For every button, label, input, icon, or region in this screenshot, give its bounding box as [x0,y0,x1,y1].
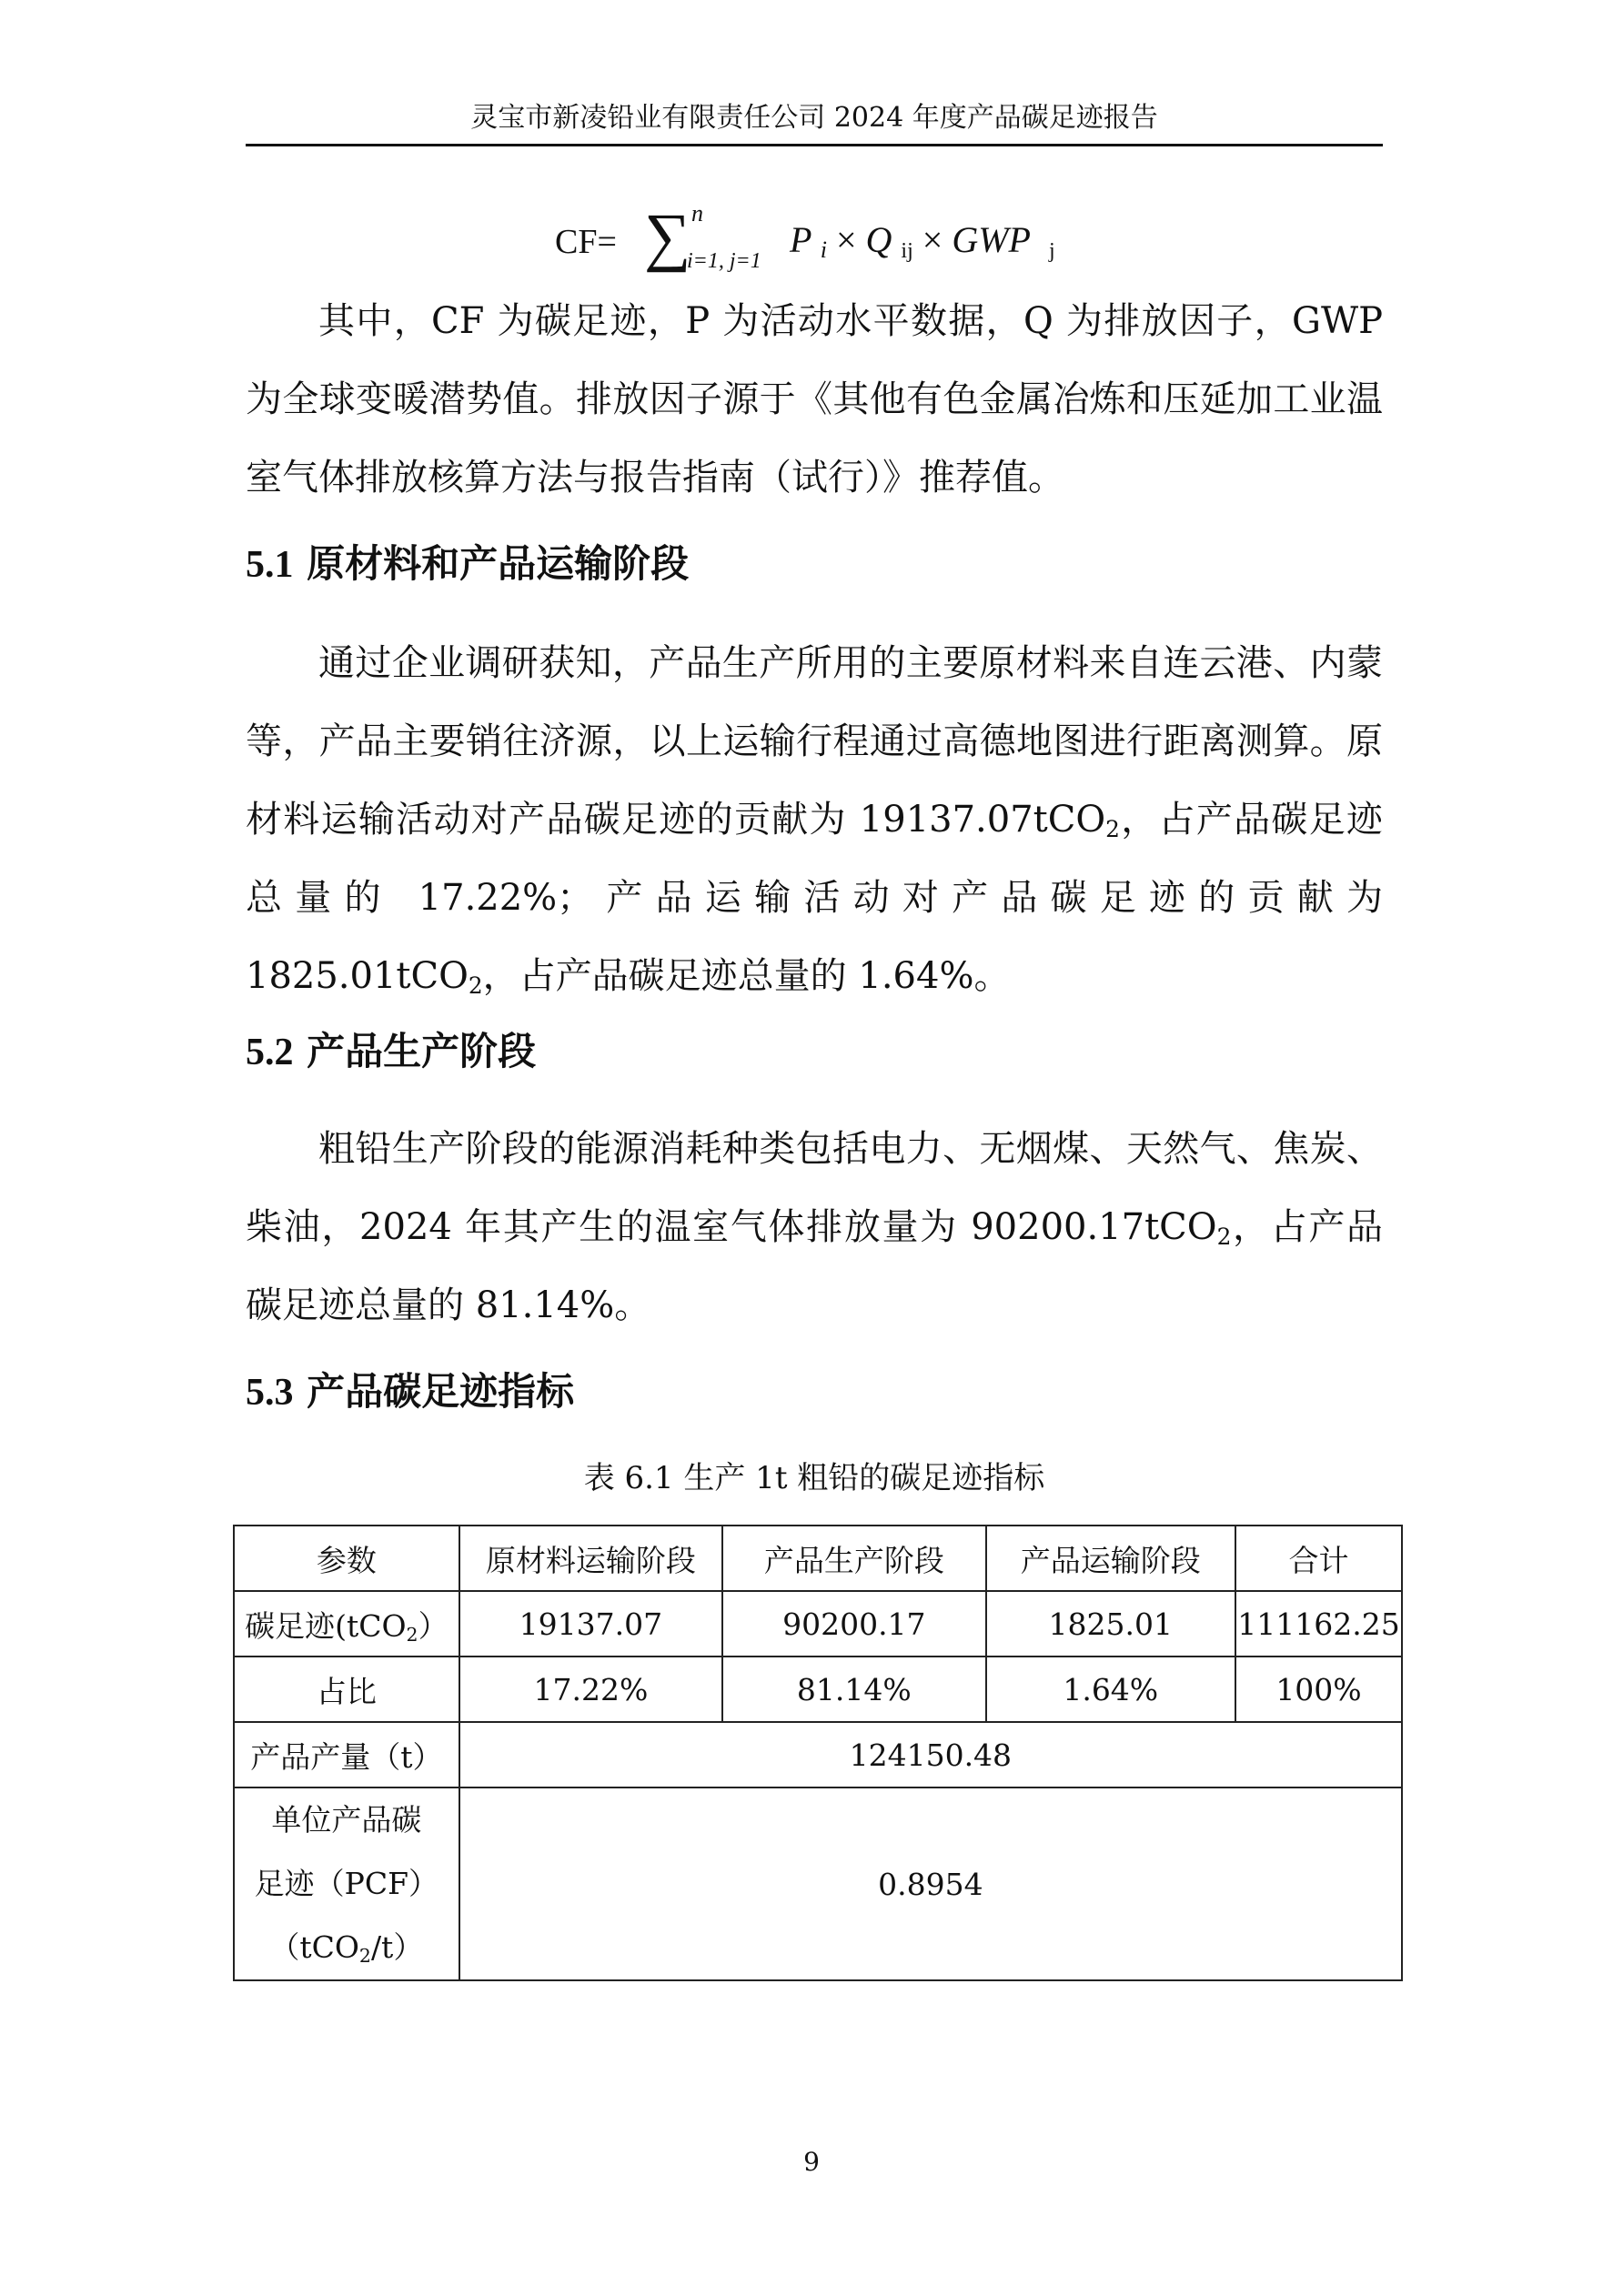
table-cell: 19137.07 [459,1591,722,1657]
running-header: 灵宝市新凌铅业有限责任公司 2024 年度产品碳足迹报告 [470,102,1158,134]
table-cell: 1.64% [986,1657,1235,1722]
explanation-text: 其中，CF 为碳足迹，P 为活动水平数据，Q 为排放因子，GWP 为全球变暖潜势值。排放因子源于《其他有色金属冶炼和压延加工业温室气体排放核算方法与报告指南（试行）》推荐值。 [246,300,1383,498]
sum-lower-limit: i=1, j=1 [687,249,761,273]
times-sign-2: × [912,219,953,260]
carbon-footprint-table [233,1525,1403,1981]
table-row-output [234,1722,1402,1787]
row-label [234,1591,459,1657]
header-cell: 合计 [1235,1526,1402,1591]
page-number: 9 [803,2147,820,2177]
label-line: 单位产品碳 [271,1802,422,1838]
section-number: 5.3 [246,1372,294,1414]
label-line [235,1916,459,1979]
formula-lhs: CF= [555,223,617,261]
table-cell: 17.22% [459,1657,722,1722]
table-row-pcf [234,1787,1402,1980]
term-q-index: ij [901,239,913,263]
table-cell: 0.8954 [459,1787,1402,1980]
subscript: 2 [1216,1224,1232,1251]
section-title: 产品生产阶段 [307,1029,537,1073]
formula-explanation [246,282,1383,517]
table-cell: 111162.25 [1235,1591,1402,1657]
section-number: 5.2 [246,1032,294,1073]
header-cell: 参数 [234,1526,459,1591]
formula-terms [790,218,1055,264]
row-label: 占比 [234,1657,459,1722]
table-caption: 表 6.1 生产 1t 粗铅的碳足迹指标 [583,1460,1045,1496]
header-cell: 产品生产阶段 [722,1526,985,1591]
term-gwp-index: j [1048,239,1055,263]
subscript: 2 [1105,816,1120,843]
table-row-share [234,1657,1402,1722]
term-p-index: i [820,237,827,263]
section-5-1-paragraph [246,624,1383,1015]
label-line: 足迹（PCF） [254,1866,439,1901]
table-row-carbon-footprint [234,1591,1402,1657]
section-heading-5-3 [246,1365,574,1420]
section-title: 原材料和产品运输阶段 [307,541,690,586]
row-label: 产品产量（t） [234,1722,459,1787]
row-label [234,1787,459,1980]
header-rule [246,144,1383,146]
table-cell: 90200.17 [722,1591,985,1657]
text-run: ，占产品碳足迹总量的 17.22%；产品运输活动对产品碳足迹的贡献为 1825.01tCO [246,799,1384,997]
times-sign-1: × [826,219,866,260]
section-heading-5-2 [246,1024,536,1080]
term-q: Q [865,219,892,260]
label-text: /t） [370,1929,424,1965]
table-cell: 100% [1235,1657,1402,1722]
table-cell: 1825.01 [986,1591,1235,1657]
text-run: ，占产品碳足迹总量的 1.64%。 [482,955,1011,997]
section-title: 产品碳足迹指标 [307,1369,575,1414]
paragraph-text [246,1110,1383,1344]
subscript: 2 [468,972,483,1000]
text-run: 通过企业调研获知，产品生产所用的主要原材料来自连云港、内蒙等，产品主要销往济源，以上运输行程通过高德地图进行距离测算。原材料运输活动对产品碳足迹的贡献为 19137.07tCO [246,642,1383,841]
label-text: ） [418,1607,449,1644]
term-gwp: GWP [952,219,1031,260]
term-p: P [790,219,812,260]
paragraph-text [246,624,1383,1015]
label-text: （tCO [269,1929,359,1965]
label-text: 碳足迹(tCO [245,1607,407,1644]
subscript: 2 [406,1623,418,1646]
sum-upper-limit: n [691,200,703,227]
header-cell: 原材料运输阶段 [459,1526,722,1591]
section-5-2-paragraph [246,1110,1383,1344]
sum-symbol: ∑ [644,200,691,273]
table-cell: 124150.48 [459,1722,1402,1787]
section-heading-5-1 [246,537,689,592]
text-run: ，占产品碳足迹总量的 81.14%。 [246,1206,1384,1326]
subscript: 2 [358,1945,371,1968]
section-number: 5.1 [246,544,294,586]
table-header-row [234,1526,1402,1591]
table-cell: 81.14% [722,1657,985,1722]
text-run: 粗铅生产阶段的能源消耗种类包括电力、无烟煤、天然气、焦炭、柴油，2024 年其产生的温室气体排放量为 90200.17tCO [246,1128,1383,1248]
header-cell: 产品运输阶段 [986,1526,1235,1591]
